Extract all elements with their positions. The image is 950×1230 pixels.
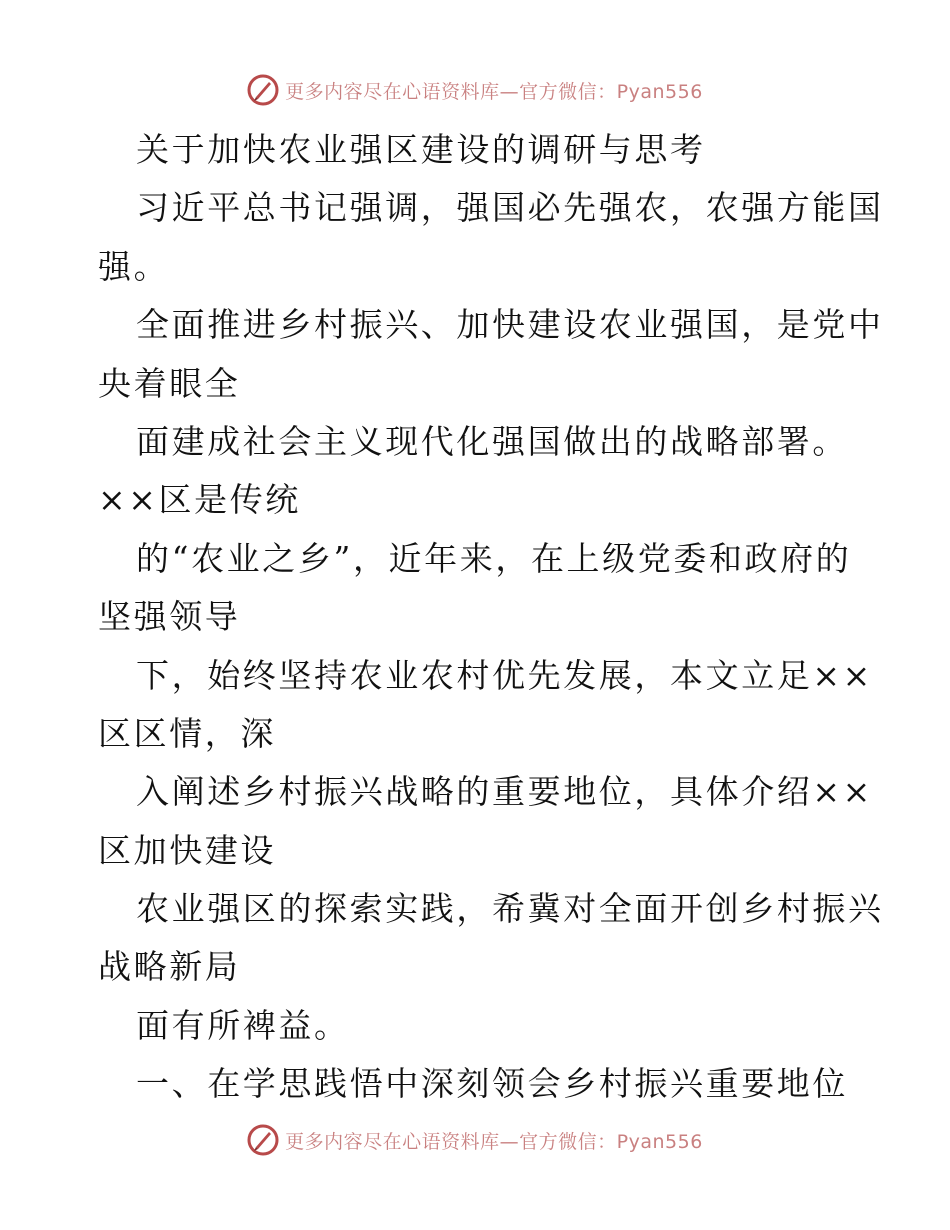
footer-watermark — [0, 1120, 950, 1160]
paragraph-line: 强。 — [98, 246, 170, 286]
footer-watermark-text: 更多内容尽在心语资料库—官方微信：Pyan556 — [285, 1130, 703, 1153]
paragraph-line: 区加快建设 — [98, 830, 276, 870]
paragraph-line: 下，始终坚持农业农村优先发展，本文立足×× — [136, 655, 873, 695]
paragraph-line: 入阐述乡村振兴战略的重要地位，具体介绍×× — [136, 772, 873, 812]
document-body — [98, 121, 884, 1114]
paragraph-line: 央着眼全 — [98, 363, 241, 403]
header-watermark — [0, 70, 950, 110]
section-heading: 一、在学思践悟中深刻领会乡村振兴重要地位 — [136, 1064, 848, 1104]
paragraph-line: 农业强区的探索实践，希冀对全面开创乡村振兴 — [136, 889, 884, 929]
paragraph-line: 面有所裨益。 — [136, 1005, 350, 1045]
paragraph-line: 全面推进乡村振兴、加快建设农业强国，是党中 — [136, 305, 884, 345]
paragraph-line: 的“农业之乡”，近年来，在上级党委和政府的 — [136, 538, 852, 578]
header-watermark-text: 更多内容尽在心语资料库—官方微信：Pyan556 — [285, 80, 703, 103]
quill-logo-icon — [247, 74, 279, 106]
paragraph-line: 坚强领导 — [98, 597, 241, 637]
paragraph-line: 面建成社会主义现代化强国做出的战略部署。 — [136, 421, 848, 461]
paragraph-line: 战略新局 — [98, 947, 241, 987]
paragraph-line: 习近平总书记强调，强国必先强农，农强方能国 — [136, 188, 884, 228]
paragraph-line: ××区是传统 — [98, 480, 301, 520]
document-title: 关于加快农业强区建设的调研与思考 — [136, 130, 706, 169]
quill-logo-icon — [247, 1124, 279, 1156]
paragraph-line: 区区情，深 — [98, 713, 276, 753]
